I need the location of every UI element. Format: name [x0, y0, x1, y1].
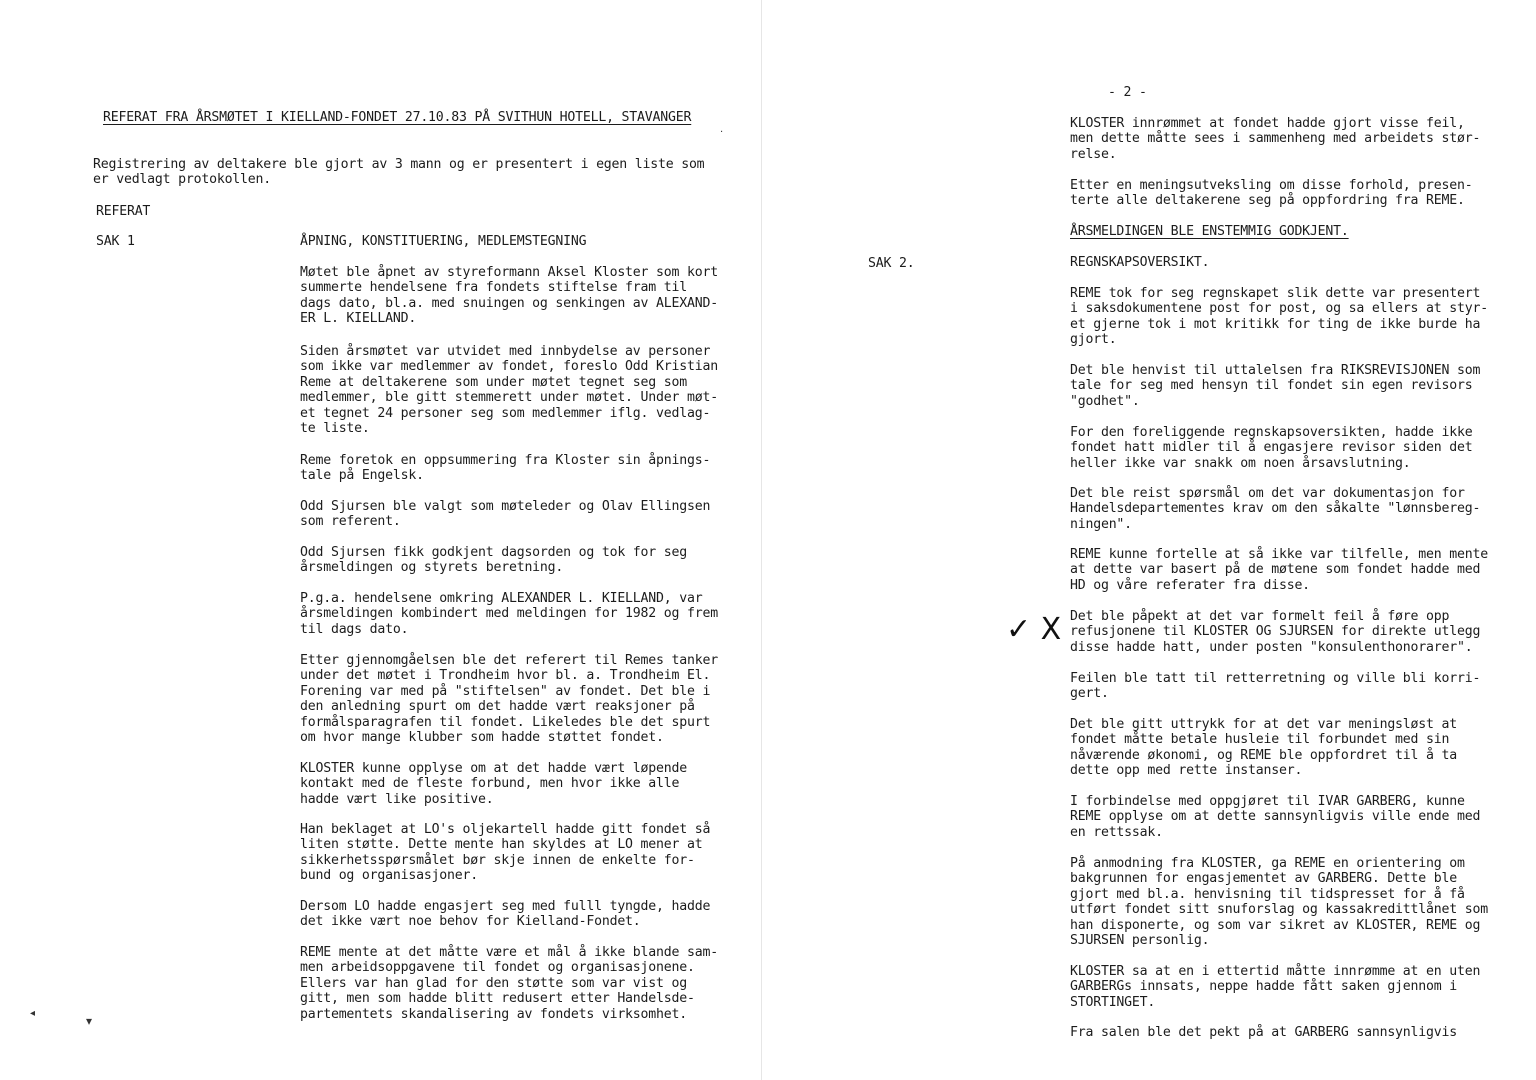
right-paragraph: Det ble reist spørsmål om det var dokumentasjon for Handelsdepartementes krav om den såkalte "lønnsbereg- ningen". [1070, 486, 1481, 532]
left-paragraph: KLOSTER kunne opplyse om at det hadde vært løpende kontakt med de fleste forbund, men hvor ikke alle hadde vært like positive. [300, 761, 687, 807]
left-paragraph: Møtet ble åpnet av styreformann Aksel Kloster som kort summerte hendelsene fra fondets stiftelse fram til dags dato, bl.a. med snuingen og senkingen av ALEXAND- ER L. KIELLAND. [300, 265, 718, 327]
approval-statement: ÅRSMELDINGEN BLE ENSTEMMIG GODKJENT. [1070, 224, 1349, 239]
intro-paragraph: Registrering av deltakere ble gjort av 3 mann og er presentert i egen liste som er vedlagt protokollen. [93, 157, 705, 188]
left-paragraph: P.g.a. hendelsene omkring ALEXANDER L. KIELLAND, var årsmeldingen kombindert med meldingen for 1982 og frem til dags dato. [300, 591, 718, 637]
left-paragraph: Han beklaget at LO's oljekartell hadde gitt fondet så liten støtte. Dette mente han skyldes at LO mener at sikkerhetsspørsmålet bør skje innen de enkelte for- bund og organisasjoner. [300, 822, 711, 884]
left-paragraph: REME mente at det måtte være et mål å ikke blande sam- men arbeidsoppgavene til fondet og organisasjonene. Ellers var han glad for den støtte som var vist og gitt, men som hadde blitt redusert etter Handelsde- partementets skandalisering av fondets virksomhet. [300, 945, 718, 1022]
right-paragraph: På anmodning fra KLOSTER, ga REME en orientering om bakgrunnen for engasjementet av GARBERG. Dette ble gjort med bl.a. henvisning til tidspresset for å få utført fondet sitt snuforslag og kassakredittlånet som han disponerte, og som var sikret av KLOSTER, REME og SJURSEN personlig. [1070, 856, 1488, 949]
referat-label: REFERAT [96, 204, 151, 219]
right-paragraph: REME kunne fortelle at så ikke var tilfelle, men mente at dette var basert på de møtene som fondet hadde med HD og våre referater fra disse. [1070, 547, 1488, 593]
right-paragraph: Etter en meningsutveksling om disse forhold, presen- terte alle deltakerene seg på oppfordring fra REME. [1070, 178, 1473, 209]
left-paragraph: Dersom LO hadde engasjert seg med fulll tyngde, hadde det ikke vært noe behov for Kielland-Fondet. [300, 899, 711, 930]
page-number: - 2 - [1108, 85, 1147, 100]
right-page [763, 0, 1536, 1080]
stray-dot: . [720, 124, 724, 135]
sak1-heading: ÅPNING, KONSTITUERING, MEDLEMSTEGNING [300, 234, 587, 249]
right-paragraph: I forbindelse med oppgjøret til IVAR GARBERG, kunne REME opplyse om at dette sannsynligvis ville ende med en rettssak. [1070, 794, 1481, 840]
right-paragraph: Feilen ble tatt til retterretning og ville bli korri- gert. [1070, 671, 1481, 702]
right-paragraph: Det ble påpekt at det var formelt feil å føre opp refusjonene til KLOSTER OG SJURSEN for direkte utlegg disse hadde hatt, under posten "konsulenthonorarer". [1070, 609, 1481, 655]
left-paragraph: Odd Sjursen fikk godkjent dagsorden og tok for seg årsmeldingen og styrets beretning. [300, 545, 687, 576]
right-paragraph: For den foreliggende regnskapsoversikten, hadde ikke fondet hatt midler til å engasjere revisor siden det heller ikke var snakk om noen årsavslutning. [1070, 425, 1473, 471]
right-paragraph: Fra salen ble det pekt på at GARBERG sannsynligvis [1070, 1025, 1457, 1040]
left-paragraph: Siden årsmøtet var utvidet med innbydelse av personer som ikke var medlemmer av fondet, foreslo Odd Kristian Reme at deltakerene som under møtet tegnet seg som medlemmer, ble gitt stemmerett under møtet. Under møt- et tegnet 24 personer seg som medlemmer iflg. vedlag- te liste. [300, 344, 718, 437]
document-title: REFERAT FRA ÅRSMØTET I KIELLAND-FONDET 27.10.83 PÅ SVITHUN HOTELL, STAVANGER [103, 110, 692, 125]
left-paragraph: Odd Sjursen ble valgt som møteleder og Olav Ellingsen som referent. [300, 499, 711, 530]
sak2-heading: REGNSKAPSOVERSIKT. [1070, 255, 1210, 270]
right-paragraph: KLOSTER innrømmet at fondet hadde gjort visse feil, men dette måtte sees i sammenheng med arbeidets stør- relse. [1070, 116, 1481, 162]
left-paragraph: Etter gjennomgåelsen ble det referert til Remes tanker under det møtet i Trondheim hvor bl. a. Trondheim El. Forening var med på "stiftelsen" av fondet. Det ble i den anledning spurt om det hadde vært reaksjoner på formålsparagrafen til fondet. Likeledes ble det spurt om hvor mange klubber som hadde støttet fondet. [300, 653, 718, 746]
right-paragraph: Det ble henvist til uttalelsen fra RIKSREVISJONEN som tale for seg med hensyn til fondet sin egen revisors "godhet". [1070, 363, 1481, 409]
left-page [0, 0, 762, 1080]
hole-punch-mark: ◂ [30, 1008, 36, 1019]
sak2-label: SAK 2. [868, 256, 915, 271]
margin-check-mark: ✓ X [1006, 612, 1062, 647]
right-paragraph: KLOSTER sa at en i ettertid måtte innrømme at en uten GARBERGs innsats, neppe hadde fått saken gjennom i STORTINGET. [1070, 964, 1481, 1010]
hole-punch-mark: ▾ [86, 1014, 93, 1028]
right-paragraph: REME tok for seg regnskapet slik dette var presentert i saksdokumentene post for post, og sa ellers at styr- et gjerne tok i mot kritikk for ting de ikke burde ha gjort. [1070, 286, 1488, 348]
sak1-label: SAK 1 [96, 234, 135, 249]
left-paragraph: Reme foretok en oppsummering fra Kloster sin åpnings- tale på Engelsk. [300, 453, 711, 484]
right-paragraph: Det ble gitt uttrykk for at det var meningsløst at fondet måtte betale husleie til forbundet med sin nåværende økonomi, og REME ble oppfordret til å ta dette opp med rette instanser. [1070, 717, 1457, 779]
